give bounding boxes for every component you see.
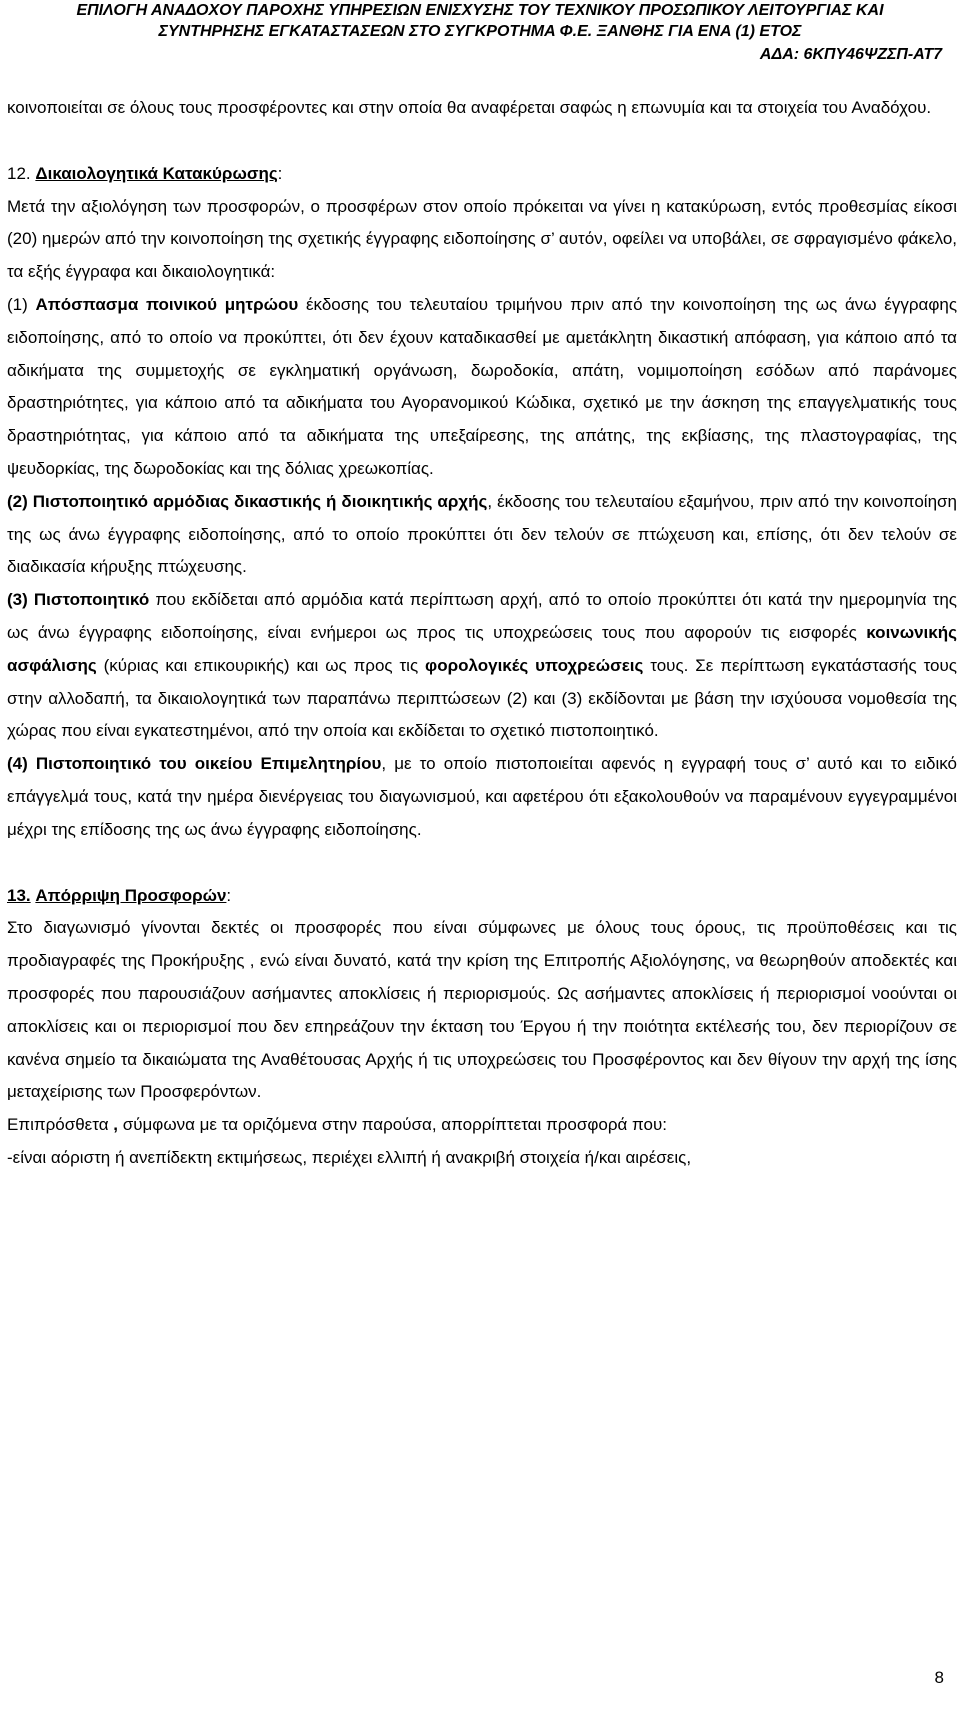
- ada-code: ΑΔΑ: 6ΚΠΥ46ΨΖΣΠ-ΑΤ7: [759, 46, 942, 63]
- section-12-colon: :: [277, 163, 283, 183]
- section-12-item-4: [7, 748, 957, 846]
- header-title-line-2: ΣΥΝΤΗΡΗΣΗΣ ΕΓΚΑΤΑΣΤΑΣΕΩΝ ΣΤΟ ΣΥΓΚΡΟΤΗΜΑ Φ.Ε. ΞΑΝΘΗΣ ΓΙΑ ΕΝΑ (1) ΕΤΟΣ: [158, 23, 802, 40]
- item-3-text-3: τους. Σε περίπτωση εγκατάστασής τους στην αλλοδαπή, τα δικαιολογητικά των παραπάνω περιπτώσεων (2) και (3) εκδίδονται με βάση την ισχύουσα νομοθεσία της χώρας που είναι εγκατεστημένοι, από την οποία και εκδίδεται το σχετικό πιστοποιητικό.: [7, 655, 957, 741]
- item-3-text-1: που εκδίδεται από αρμόδια κατά περίπτωση αρχή, από το οποίο προκύπτει ότι κατά την ημερομηνία της ως άνω έγγραφης ειδοποίησης, είναι ενήμεροι ως προς τις υποχρεώσεις τους που αφορούν τις εισφορές: [7, 590, 957, 642]
- spacer: [7, 847, 957, 880]
- item-1-text: έκδοσης του τελευταίου τριμήνου πριν από την κοινοποίηση της ως άνω έγγραφης ειδοποίησης, από το οποίο να προκύπτει, ότι δεν έχουν καταδικασθεί με αμετάκλητη δικαστική απόφαση, για κάποιο από τα αδικήματα της συμμετοχής σε εγκληματική οργάνωση, δωροδοκία, απάτη, νομιμοποίηση εσόδων από παράνομες δραστηριότητες, για κάποιο από τα αδικήματα του Αγορανομικού Κώδικα, σχετικό με την άσκηση της επαγγελματικής τους δραστηριότητας, για κάποιο από τα αδικήματα της υπεξαίρεσης, της απάτης, της εκβίασης, της πλαστογραφίας, της ψευδορκίας, της δωροδοκίας και της δόλιας χρεωκοπίας.: [7, 294, 958, 478]
- item-3-bold: (3) Πιστοποιητικό: [7, 590, 150, 610]
- item-2-text: , έκδοσης του τελευταίου εξαμήνου, πριν από την κοινοποίηση της ως άνω έγγραφης ειδοποίησης, από το οποίο προκύπτει ότι δεν τελούν σε πτώχευση και, επίσης, ότι δεν τελούν σε διαδικασία κήρυξης πτώχευσης.: [7, 491, 957, 577]
- item-4-bold: (4) Πιστοποιητικό του οικείου Επιμελητηρίου: [7, 754, 382, 774]
- section-12-item-1: [7, 289, 957, 486]
- section-13-title: Απόρριψη Προσφορών: [35, 885, 227, 905]
- para2-comma: ,: [113, 1115, 118, 1135]
- item-1-bold: Απόσπασμα ποινικού μητρώου: [35, 294, 299, 314]
- section-12-item-2: [7, 486, 957, 584]
- section-12-number: 12.: [7, 163, 31, 183]
- para2-start: Επιπρόσθετα: [7, 1115, 114, 1135]
- section-13-paragraph-2: [7, 1109, 957, 1142]
- section-13-number: 13.: [7, 885, 31, 905]
- section-13-paragraph-1: Στο διαγωνισμό γίνονται δεκτές οι προσφορές που είναι σύμφωνες με όλους τους όρους, τις προϋποθέσεις και τις προδιαγραφές της Προκήρυξης , ενώ είναι δυνατό, κατά την κρίση της Επιτροπής Αξιολόγησης, να θεωρηθούν αποδεκτές και προσφορές που παρουσιάζουν ασήμαντες αποκλίσεις ή περιορισμούς. Ως ασήμαντες αποκλίσεις ή περιορισμοί νοούνται οι αποκλίσεις και οι περιορισμοί που δεν επηρεάζουν την έκταση του Έργου ή την ποιότητα εκτέλεσής του, δεν περιορίζουν σε κανένα σημείο τα δικαιώματα της Αναθέτουσας Αρχής ή τις υποχρεώσεις του Προσφέροντος και δεν θίγουν την αρχή της ίσης μεταχείρισης των Προσφερόντων.: [7, 918, 957, 1102]
- section-13-heading: [7, 880, 957, 913]
- section-12-title: Δικαιολογητικά Κατακύρωσης: [35, 163, 278, 183]
- section-13-colon: :: [226, 885, 232, 905]
- header-title-line-1: ΕΠΙΛΟΓΗ ΑΝΑΔΟΧΟΥ ΠΑΡΟΧΗΣ ΥΠΗΡΕΣΙΩΝ ΕΝΙΣΧΥΣΗΣ ΤΟΥ ΤΕΧΝΙΚΟΥ ΠΡΟΣΩΠΙΚΟΥ ΛΕΙΤΟΥΡΓΙΑΣ ΚΑΙ: [76, 2, 884, 19]
- section-12-intro: Μετά την αξιολόγηση των προσφορών, ο προσφέρων στον οποίο πρόκειται να γίνει η κατακύρωση, εντός προθεσμίας είκοσι (20) ημερών από την κοινοποίηση της σχετικής έγγραφης ειδοποίησης σ’ αυτόν, οφείλει να υποβάλει, σε σφραγισμένο φάκελο, τα εξής έγγραφα και δικαιολογητικά:: [7, 196, 957, 282]
- section-13-paragraph-3: -είναι αόριστη ή ανεπίδεκτη εκτιμήσεως, περιέχει ελλιπή ή ανακριβή στοιχεία ή/και αιρέσεις,: [7, 1147, 692, 1167]
- item-3-bold-3: φορολογικές υποχρεώσεις: [425, 655, 644, 675]
- intro-paragraph: κοινοποιείται σε όλους τους προσφέροντες και στην οποία θα αναφέρεται σαφώς η επωνυμία και τα στοιχεία του Αναδόχου.: [7, 98, 932, 117]
- item-4-text: , με το οποίο πιστοποιείται αφενός η εγγραφή τους σ’ αυτό και το ειδικό επάγγελμά τους, κατά την ημέρα διενέργειας του διαγωνισμού, και αφετέρου ότι εξακολουθούν να παραμένουν εγγεγραμμένοι μέχρι της επίδοσης της ως άνω έγγραφης ειδοποίησης.: [7, 754, 957, 839]
- spacer: [7, 125, 957, 158]
- section-12-item-3: [7, 584, 957, 748]
- item-3-bold-2: κοινωνικής ασφάλισης: [7, 622, 957, 675]
- para2-rest: σύμφωνα με τα οριζόμενα στην παρούσα, απορρίπτεται προσφορά που:: [117, 1115, 668, 1135]
- item-2-bold: (2) Πιστοποιητικό αρμόδιας δικαστικής ή διοικητικής αρχής: [7, 491, 488, 511]
- document-body: [7, 92, 957, 1175]
- document-header: [0, 0, 960, 72]
- item-1-number: (1): [7, 294, 36, 314]
- section-12-heading: [7, 158, 957, 191]
- page-number: 8: [934, 1668, 944, 1687]
- item-3-text-2: (κύριας και επικουρικής) και ως προς τις: [96, 655, 426, 675]
